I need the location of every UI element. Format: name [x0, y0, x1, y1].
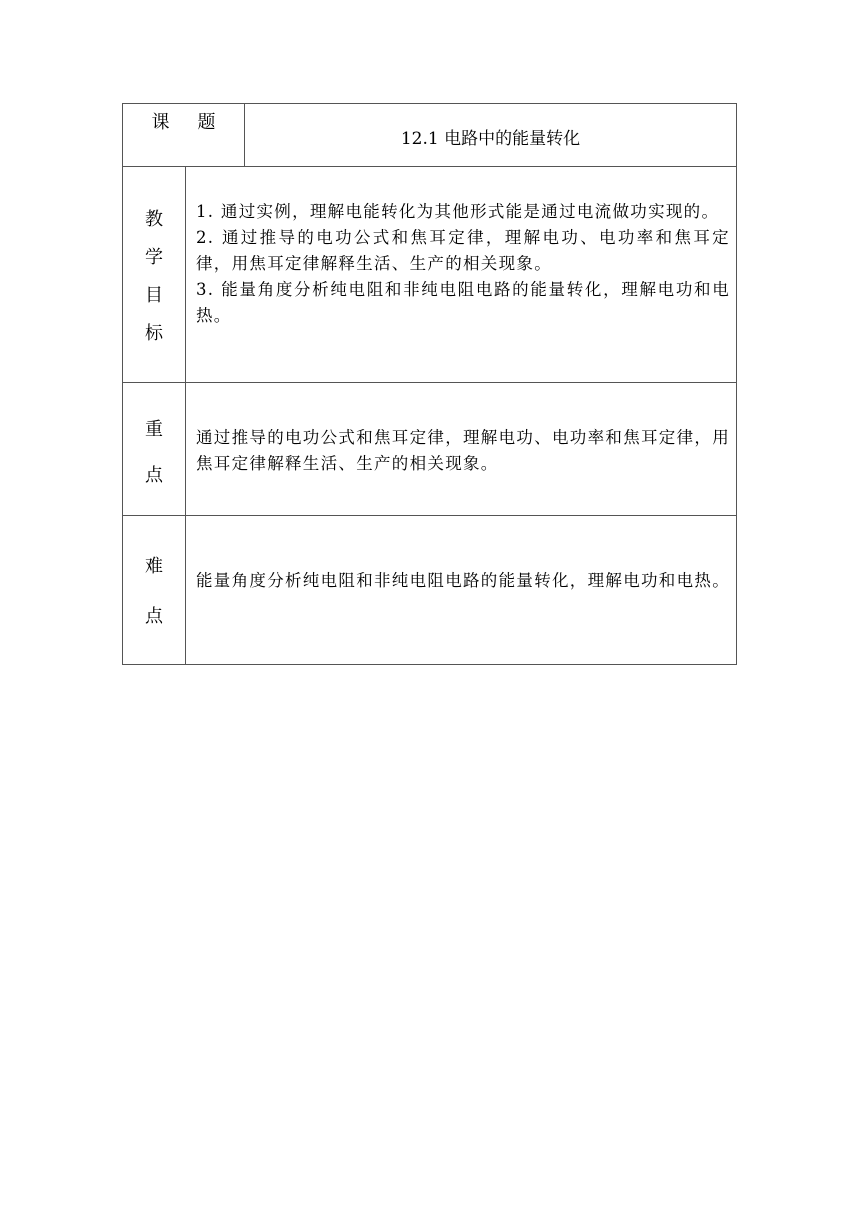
difficult-points-label-cell	[123, 516, 186, 664]
key-points-row	[123, 382, 736, 515]
key-points-content-cell	[186, 383, 736, 515]
difficult-points-content-cell	[186, 516, 736, 664]
topic-label: 课题	[151, 112, 244, 133]
topic-title: 12.1 电路中的能量转化	[400, 129, 581, 149]
objective-item-2: 2. 通过推导的电功公式和焦耳定律，理解电功、电功率和焦耳定律，用焦耳定律解释生活、生产的相关现象。	[196, 228, 730, 273]
difficult-points-row	[123, 515, 736, 664]
objectives-label-cell	[123, 167, 186, 382]
objectives-row	[123, 166, 736, 382]
objective-item-1: 1. 通过实例，理解电能转化为其他形式能是通过电流做功实现的。	[196, 202, 720, 221]
topic-label-cell	[123, 104, 245, 166]
objective-item-3: 3. 能量角度分析纯电阻和非纯电阻电路的能量转化，理解电功和电热。	[196, 280, 730, 325]
topic-row	[123, 104, 736, 166]
objectives-list	[196, 199, 730, 329]
topic-value-cell	[245, 104, 736, 166]
key-points-text: 通过推导的电功公式和焦耳定律，理解电功、电功率和焦耳定律，用焦耳定律解释生活、生产的相关现象。	[196, 428, 730, 473]
objectives-content-cell	[186, 167, 736, 382]
objectives-label: 教 学 目 标	[145, 209, 163, 344]
difficult-points-text: 能量角度分析纯电阻和非纯电阻电路的能量转化，理解电功和电热。	[196, 571, 730, 590]
key-points-label: 重 点	[145, 419, 163, 486]
lesson-plan-table	[122, 103, 737, 665]
key-points-label-cell	[123, 383, 186, 515]
difficult-points-label: 难 点	[145, 556, 163, 627]
